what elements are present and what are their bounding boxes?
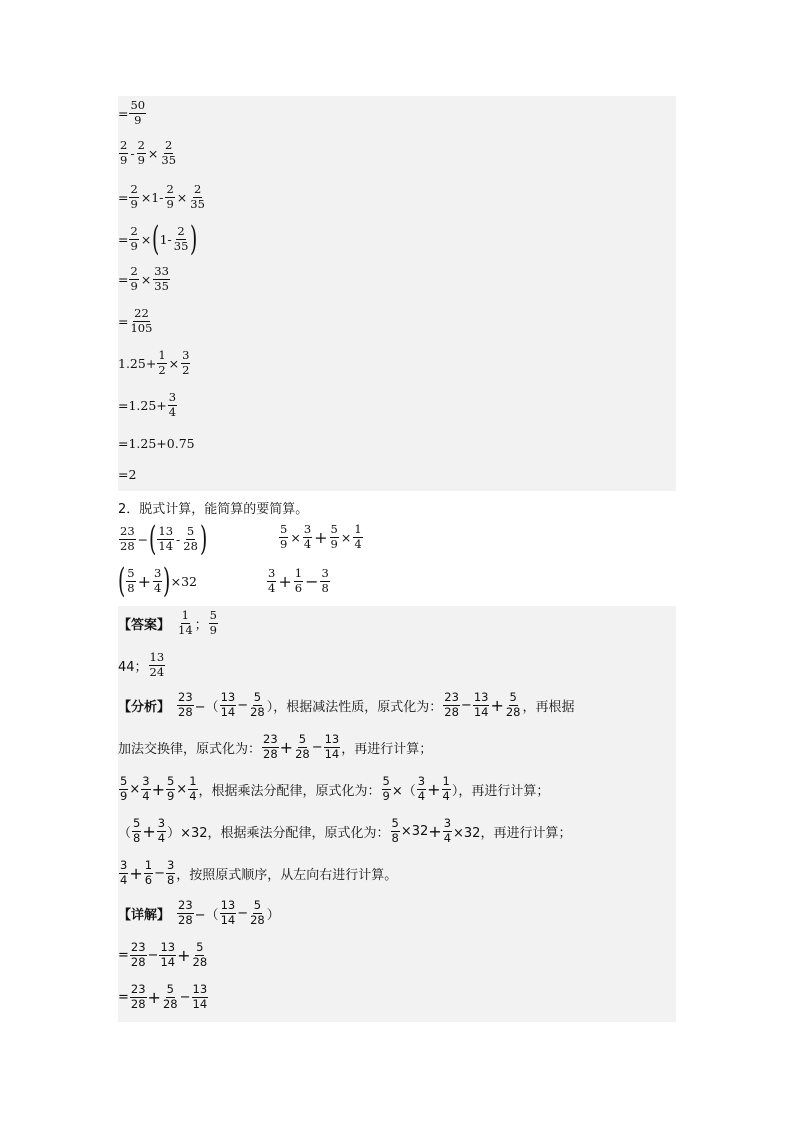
operator: − [147,947,159,963]
fraction [249,900,266,926]
fraction [220,900,237,926]
denominator: 14 [473,704,489,719]
fraction [391,818,400,844]
denominator: 4 [417,788,426,803]
equals: = [118,105,129,121]
analysis-line-4 [118,818,571,844]
numerator: 50 [130,98,146,112]
denominator: 14 [192,996,208,1011]
fraction [320,568,329,594]
fraction [220,692,237,718]
analysis-text: ），根据减法性质，原式化为： [266,699,443,715]
numerator: 3 [321,566,329,580]
denominator: 6 [144,872,153,887]
operator: + [142,821,156,841]
numerator: 13 [473,690,489,704]
denominator: 28 [505,704,521,719]
right-paren: ) [163,561,171,601]
analysis-text: ，按照原式顺序，从左向右进行计算。 [176,867,398,883]
fraction [505,692,522,718]
numerator: 2 [130,182,138,196]
fraction [126,568,135,594]
numerator: 5 [509,690,517,704]
fraction [417,776,426,802]
numerator: 3 [166,858,175,872]
analysis-text: ，再进行计算； [341,741,433,757]
denominator: 14 [220,912,236,927]
denominator: 9 [130,196,138,211]
equals: = [118,271,129,287]
operator: − [460,697,472,713]
numerator: 23 [130,982,146,996]
numerator: 5 [391,816,399,830]
numerator: 23 [130,940,146,954]
denominator: 2 [182,362,190,377]
operator: 1- [159,231,172,247]
operator: −（ [194,699,219,715]
fraction [132,818,141,844]
fraction [130,984,147,1010]
operator: + [314,527,328,547]
numerator: 33 [154,264,169,278]
fraction [443,818,452,844]
fraction [382,776,391,802]
fraction [182,526,199,552]
denominator: 9 [209,622,217,637]
denominator: 28 [183,538,198,553]
numerator: 3 [303,522,312,536]
numerator: 13 [220,690,236,704]
operator: × [176,189,188,205]
fraction [157,350,166,376]
numerator: 2 [120,138,128,152]
numerator: 3 [157,816,166,830]
fraction [303,524,312,550]
fraction [157,818,166,844]
operator: + [490,695,504,715]
denominator: 35 [154,278,169,293]
detail-line-1 [118,900,280,926]
denominator: 14 [160,954,176,969]
detail-tag: 【详解】 [118,907,171,923]
denominator: 28 [162,996,178,1011]
numerator: 3 [443,816,452,830]
calc-line-1 [118,100,147,126]
fraction [129,266,138,292]
operator: − [237,905,249,921]
denominator: 105 [130,320,153,335]
denominator: 35 [161,152,177,167]
denominator: 8 [127,580,135,595]
operator: + [129,863,143,883]
operand: ×32 [170,573,197,589]
right-paren: ） [266,907,280,923]
analysis-line-1 [118,692,575,718]
fraction [149,652,166,678]
fraction [173,226,190,252]
numerator: 2 [130,264,138,278]
denominator: 4 [120,872,128,887]
problem-3 [117,561,197,601]
fraction [153,568,162,594]
numerator: 3 [168,390,177,404]
denominator: 4 [442,788,450,803]
numerator: 5 [382,774,390,788]
denominator: 4 [168,404,177,419]
fraction [137,140,146,166]
numerator: 5 [186,524,195,539]
operator: - [176,531,181,547]
numerator: 3 [120,858,128,872]
operator: + [427,779,441,799]
denominator: 9 [166,788,175,803]
operator: + [279,737,294,757]
denominator: 8 [321,580,329,595]
denominator: 4 [354,536,362,551]
denominator: 28 [130,954,146,969]
fraction [119,860,128,886]
operator: + [147,987,161,1007]
answer-tag: 【答案】 [118,617,171,633]
fraction [153,266,170,292]
operator: −（ [194,907,219,923]
denominator: 9 [134,112,142,127]
analysis-text: ），再进行计算； [451,783,550,799]
denominator: 9 [130,238,138,253]
denominator: 4 [189,788,197,803]
numerator: 23 [263,732,278,746]
fraction [353,524,362,550]
fraction [119,140,128,166]
solution-block-shade [118,96,676,491]
calc-line-2 [118,140,178,166]
operator: × [176,781,188,797]
analysis-text: ×32，再进行计算； [453,825,572,841]
numerator: 3 [417,774,426,788]
numerator: 3 [268,566,276,580]
fraction [443,692,460,718]
denominator: 28 [295,746,310,761]
numerator: 5 [166,982,174,996]
denominator: 28 [178,704,193,719]
analysis-text: 加法交换律，原式化为： [118,741,262,757]
denominator: 8 [391,830,399,845]
analysis-tag: 【分析】 [118,699,171,715]
calc-line-7 [118,350,191,376]
calc-line-4 [118,219,198,259]
operator: × [340,529,352,545]
numerator: 1 [354,522,362,536]
fraction [129,100,146,126]
fraction [162,984,179,1010]
denominator: 28 [250,912,265,927]
right-paren: ) [199,519,208,559]
problem-2 [278,524,364,550]
calc-line-9 [118,436,195,451]
left-paren: ( [117,561,126,601]
denominator: 6 [294,580,303,595]
fraction [129,184,138,210]
operand: =1.25+ [118,397,167,413]
numerator: 1 [442,774,450,788]
fraction [177,610,194,636]
analysis-line-5 [118,860,397,886]
numerator: 3 [154,566,162,581]
calc-line-6 [118,308,154,334]
operator: − [179,989,191,1005]
operator: × [129,781,141,797]
operator: + [278,571,292,591]
denominator: 28 [178,912,193,927]
answer-line-2 [118,652,166,678]
numerator: 13 [192,982,208,996]
fraction [119,526,136,552]
denominator: 2 [158,362,166,377]
numerator: 1 [181,608,189,622]
fraction [168,392,177,418]
numerator: 5 [253,690,262,704]
fraction [473,692,490,718]
fraction [192,942,209,968]
fraction [330,524,339,550]
denominator: 9 [137,152,145,167]
fraction [130,942,147,968]
numerator: 1 [144,858,153,872]
denominator: 14 [158,538,174,553]
fraction [119,776,128,802]
denominator: 9 [120,152,128,167]
numerator: 5 [120,774,128,788]
analysis-line-3 [118,776,549,802]
numerator: 5 [196,940,204,954]
fraction [188,776,197,802]
fraction [159,942,176,968]
left-paren: ( [149,519,157,559]
denominator: 4 [157,830,166,845]
numerator: 5 [209,608,217,622]
denominator: 28 [250,704,265,719]
denominator: 28 [130,996,146,1011]
fraction [177,692,194,718]
separator: ； [194,617,208,633]
denominator: 9 [330,536,338,551]
numerator: 23 [444,690,459,704]
numerator: 5 [253,898,262,912]
operator: − [154,865,165,881]
denominator: 35 [173,238,189,253]
question-title-text: 2．脱式计算，能简算的要简算。 [118,502,309,517]
operator: ×1- [140,189,164,205]
denominator: 8 [166,872,175,887]
fraction [181,350,190,376]
fraction [166,776,175,802]
numerator: 5 [133,816,141,830]
fraction [249,692,266,718]
numerator: 13 [220,898,236,912]
right-paren: ) [190,219,198,259]
numerator: 22 [134,306,149,320]
operator: × [140,271,152,287]
analysis-text: ）×32，根据乘法分配律，原式化为： [167,825,390,841]
fraction [157,526,174,552]
denominator: 28 [444,704,459,719]
detail-line-3 [118,984,209,1010]
fraction [166,860,175,886]
problem-1 [118,519,208,559]
denominator: 14 [220,704,236,719]
operator: − [311,739,323,755]
analysis-text: ，再根据 [522,699,575,715]
equals: = [118,989,129,1005]
numerator: 13 [160,940,176,954]
fraction [209,610,218,636]
operator: × [290,529,301,545]
fraction [262,734,279,760]
numerator: 5 [330,522,338,536]
operator: - [130,145,135,161]
fraction [129,226,138,252]
operator: + [177,945,191,965]
numerator: 3 [142,774,150,788]
numerator: 2 [193,182,202,196]
operator: − [305,571,319,591]
denominator: 4 [443,830,452,845]
denominator: 14 [178,622,193,637]
denominator: 28 [263,746,278,761]
denominator: 4 [142,788,150,803]
denominator: 4 [154,580,162,595]
operator: × [140,231,152,247]
denominator: 9 [166,196,174,211]
denominator: 9 [280,536,288,551]
numerator: 23 [178,690,193,704]
problem-4 [266,568,331,594]
operator: + [151,779,165,799]
denominator: 9 [120,788,128,803]
operator: ×32 [400,823,429,839]
numerator: 5 [298,732,307,746]
numerator: 2 [165,138,173,152]
numerator: 1 [294,566,303,580]
operator: + [137,571,151,591]
denominator: 9 [130,278,138,293]
analysis-line-2 [118,734,432,760]
calc-line-10 [118,467,136,482]
numerator: 2 [130,224,138,239]
denominator: 24 [149,664,165,679]
equals: = [118,313,129,329]
fraction [129,308,153,334]
fraction [442,776,451,802]
calc-line-8 [118,392,178,418]
equals: = [118,947,129,963]
operator: ×（ [391,783,416,799]
fraction [177,900,194,926]
fraction [189,184,206,210]
left-paren: ( [152,219,160,259]
numerator: 5 [127,566,135,581]
operator: × [147,145,159,161]
numerator: 23 [120,524,135,539]
fraction [267,568,276,594]
denominator: 14 [324,746,340,761]
analysis-text: ，根据乘法分配律，原式化为： [198,783,381,799]
denominator: 4 [268,580,276,595]
numerator: 2 [137,138,145,152]
fraction [279,524,288,550]
numerator: 5 [166,774,175,788]
denominator: 9 [382,788,390,803]
numerator: 3 [182,348,190,362]
numerator: 23 [178,898,193,912]
fraction [294,734,311,760]
fraction [165,184,174,210]
question-title [118,498,308,517]
denominator: 8 [133,830,141,845]
detail-line-2 [118,942,209,968]
numerator: 5 [280,522,288,536]
numerator: 1 [189,774,197,788]
answer-line-1 [118,610,219,636]
denominator: 4 [303,536,312,551]
operand: 1.25+ [118,355,157,371]
denominator: 28 [192,954,208,969]
numerator: 13 [149,650,165,664]
expression: =1.25+0.75 [118,436,195,451]
numerator: 2 [166,182,174,196]
fraction [324,734,341,760]
numerator: 13 [324,732,340,746]
fraction [192,984,209,1010]
calc-line-3 [118,184,207,210]
operator: + [428,821,442,841]
numerator: 1 [158,348,166,362]
fraction [144,860,153,886]
equals: = [118,189,129,205]
numerator: 2 [177,224,185,239]
fraction [294,568,303,594]
numerator: 13 [158,524,174,539]
denominator: 35 [190,196,205,211]
operator: × [168,355,180,371]
denominator: 28 [120,538,135,553]
operator: − [137,531,149,547]
calc-line-5 [118,266,171,292]
answer-value: 44； [118,659,148,675]
equals: = [118,231,129,247]
operator: − [237,697,249,713]
left-paren: （ [118,825,132,841]
fraction [141,776,150,802]
expression: =2 [118,467,137,482]
fraction [160,140,177,166]
